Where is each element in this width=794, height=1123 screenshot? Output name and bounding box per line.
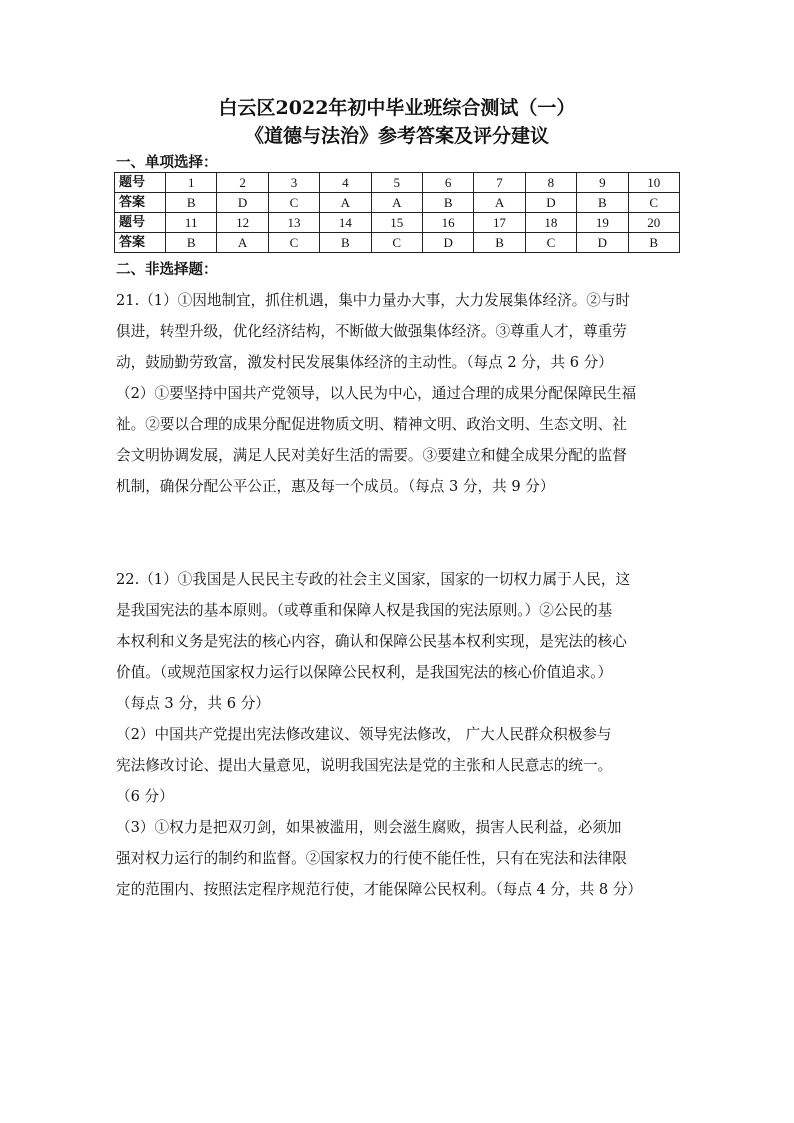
answer-line: （2）中国共产党提出宪法修改建议、领导宪法修改， 广大人民群众积极参与 bbox=[116, 726, 612, 743]
table-cell: 5 bbox=[371, 173, 422, 193]
table-cell: 10 bbox=[628, 173, 679, 193]
answer-line: 动，鼓励勤劳致富，激发村民发展集体经济的主动性。（每点 2 分，共 6 分） bbox=[116, 354, 613, 371]
table-row bbox=[115, 213, 680, 233]
table-cell: D bbox=[422, 233, 473, 253]
table-cell: A bbox=[474, 193, 525, 213]
table-cell: 16 bbox=[422, 213, 473, 233]
table-cell: 18 bbox=[525, 213, 576, 233]
answer-line: （2）①要坚持中国共产党领导，以人民为中心，通过合理的成果分配保障民生福 bbox=[116, 385, 637, 402]
table-cell: 15 bbox=[371, 213, 422, 233]
answer-line: 机制，确保分配公平公正，惠及每一个成员。（每点 3 分，共 9 分） bbox=[116, 478, 555, 495]
table-cell: 9 bbox=[577, 173, 628, 193]
table-row bbox=[115, 233, 680, 253]
answer-line: （6 分） bbox=[116, 788, 174, 805]
answer-q22 bbox=[116, 564, 680, 905]
table-cell: B bbox=[166, 193, 217, 213]
table-cell: A bbox=[371, 193, 422, 213]
table-cell: A bbox=[320, 193, 371, 213]
table-cell: C bbox=[628, 193, 679, 213]
table-cell: 4 bbox=[320, 173, 371, 193]
answer-line: 会文明协调发展，满足人民对美好生活的需要。③要建立和健全成果分配的监督 bbox=[116, 447, 627, 464]
table-cell: B bbox=[320, 233, 371, 253]
table-row bbox=[115, 173, 680, 193]
table-cell: 19 bbox=[577, 213, 628, 233]
table-cell: C bbox=[268, 233, 319, 253]
section-heading-non-choice: 二、非选择题： bbox=[116, 261, 218, 278]
table-cell: 12 bbox=[217, 213, 268, 233]
answer-q21 bbox=[116, 285, 680, 502]
table-cell: B bbox=[474, 233, 525, 253]
table-cell: D bbox=[577, 233, 628, 253]
table-cell: 6 bbox=[422, 173, 473, 193]
table-cell: 11 bbox=[166, 213, 217, 233]
answer-line: 定的范围内、按照法定程序规范行使，才能保障公民权利。（每点 4 分，共 8 分） bbox=[116, 881, 643, 898]
answer-line: （每点 3 分，共 6 分） bbox=[116, 695, 270, 712]
row-header: 题号 bbox=[115, 173, 166, 193]
table-cell: D bbox=[217, 193, 268, 213]
table-cell: 14 bbox=[320, 213, 371, 233]
table-cell: 1 bbox=[166, 173, 217, 193]
table-cell: D bbox=[525, 193, 576, 213]
answer-line: 宪法修改讨论、提出大量意见，说明我国宪法是党的主张和人民意志的统一。 bbox=[116, 757, 613, 774]
table-cell: 13 bbox=[268, 213, 319, 233]
table-cell: C bbox=[525, 233, 576, 253]
table-cell: C bbox=[268, 193, 319, 213]
table-cell: C bbox=[371, 233, 422, 253]
answer-line: 本权利和义务是宪法的核心内容，确认和保障公民基本权利实现，是宪法的核心 bbox=[116, 633, 627, 650]
answer-line: （3）①权力是把双刃剑，如果被滥用，则会滋生腐败，损害人民利益，必须加 bbox=[116, 819, 622, 836]
table-cell: B bbox=[577, 193, 628, 213]
answer-line: 俱进，转型升级，优化经济结构，不断做大做强集体经济。③尊重人才，尊重劳 bbox=[116, 323, 627, 340]
table-cell: A bbox=[217, 233, 268, 253]
table-cell: B bbox=[422, 193, 473, 213]
table-row bbox=[115, 193, 680, 213]
row-header: 答案 bbox=[115, 233, 166, 253]
answer-line: 是我国宪法的基本原则。（或尊重和保障人权是我国的宪法原则。）②公民的基 bbox=[116, 602, 613, 619]
table-cell: 20 bbox=[628, 213, 679, 233]
table-cell: B bbox=[166, 233, 217, 253]
table-cell: B bbox=[628, 233, 679, 253]
section-heading-single-choice: 一、单项选择： bbox=[116, 154, 218, 171]
table-cell: 7 bbox=[474, 173, 525, 193]
row-header: 答案 bbox=[115, 193, 166, 213]
answer-line: 祉。②要以合理的成果分配促进物质文明、精神文明、政治文明、生态文明、社 bbox=[116, 416, 627, 433]
page-title: 白云区2022年初中毕业班综合测试（一） bbox=[218, 97, 576, 119]
answer-line: 21.（1）①因地制宜，抓住机遇，集中力量办大事，大力发展集体经济。②与时 bbox=[116, 292, 631, 309]
answer-line: 强对权力运行的制约和监督。②国家权力的行使不能任性，只有在宪法和法律限 bbox=[116, 850, 627, 867]
table-cell: 17 bbox=[474, 213, 525, 233]
page-subtitle: 《道德与法治》参考答案及评分建议 bbox=[244, 125, 549, 147]
table-cell: 3 bbox=[268, 173, 319, 193]
answer-table bbox=[114, 172, 680, 253]
answer-line: 价值。（或规范国家权力运行以保障公民权利，是我国宪法的核心价值追求。） bbox=[116, 664, 613, 681]
table-cell: 2 bbox=[217, 173, 268, 193]
answer-line: 22.（1）①我国是人民民主专政的社会主义国家，国家的一切权力属于人民，这 bbox=[116, 571, 631, 588]
row-header: 题号 bbox=[115, 213, 166, 233]
table-cell: 8 bbox=[525, 173, 576, 193]
